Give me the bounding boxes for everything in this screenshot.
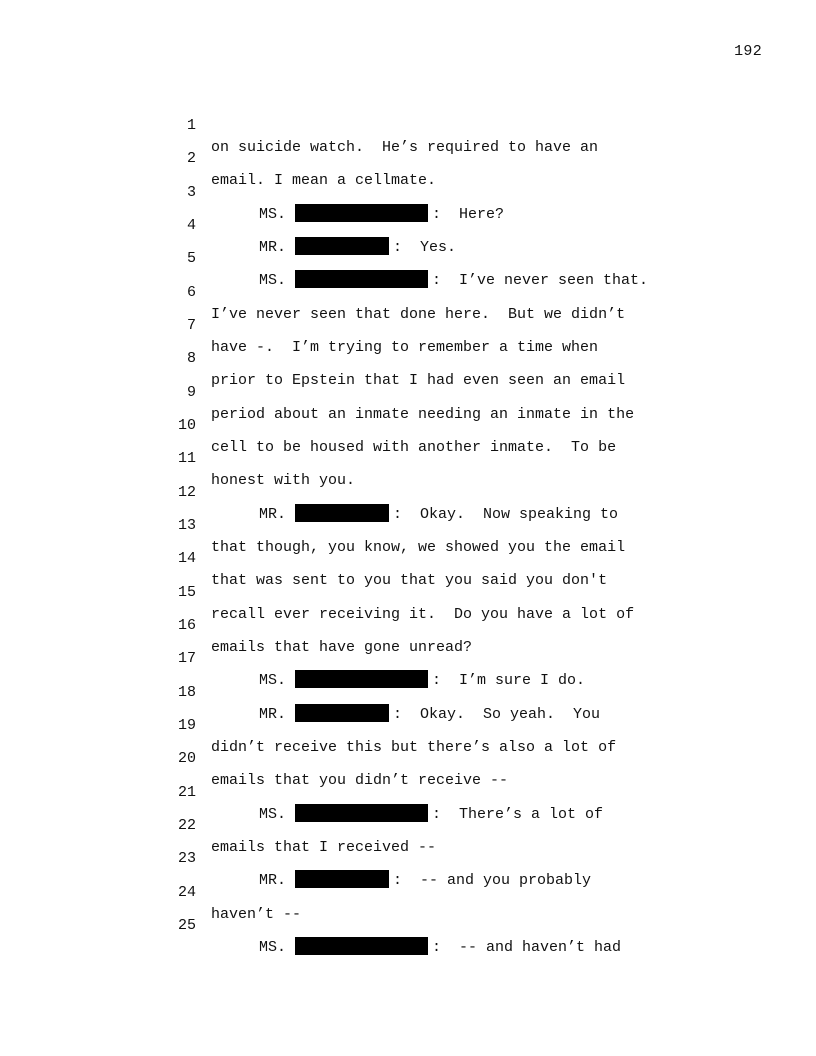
speaker-text: : Yes.: [393, 239, 457, 256]
line-text: cell to be housed with another inmate. To be: [211, 439, 617, 456]
speaker-prefix: MS.: [259, 206, 287, 223]
line-number: 18: [177, 684, 196, 701]
speaker-prefix: MS.: [259, 806, 287, 823]
line-number: 24: [177, 884, 196, 901]
redaction-box: [295, 870, 389, 888]
speaker-text: : Okay. So yeah. You: [393, 706, 601, 723]
redaction-box: [295, 937, 428, 955]
redaction-box: [295, 504, 389, 522]
line-number: 14: [177, 550, 196, 567]
line-text: prior to Epstein that I had even seen an email: [211, 372, 626, 389]
line-number: 8: [186, 350, 196, 367]
line-number: 22: [177, 817, 196, 834]
line-number: 21: [177, 784, 196, 801]
line-number: 19: [177, 717, 196, 734]
line-number: 11: [177, 450, 196, 467]
line-number: 7: [186, 317, 196, 334]
line-number: 4: [186, 217, 196, 234]
line-number: 6: [186, 284, 196, 301]
line-number: 9: [186, 384, 196, 401]
speaker-text: : Okay. Now speaking to: [393, 506, 619, 523]
line-text: email. I mean a cellmate.: [211, 172, 437, 189]
line-number: 1: [186, 117, 196, 134]
line-number: 2: [186, 150, 196, 167]
line-number: 13: [177, 517, 196, 534]
speaker-prefix: MR.: [259, 706, 287, 723]
speaker-prefix: MR.: [259, 239, 287, 256]
speaker-prefix: MS.: [259, 272, 287, 289]
transcript-line: [0, 93, 599, 156]
line-text: didn’t receive this but there’s also a lot of: [211, 739, 617, 756]
line-number: 3: [186, 184, 196, 201]
line-text: on suicide watch. He’s required to have an: [211, 139, 599, 156]
line-number: 20: [177, 750, 196, 767]
page-number: 192: [734, 43, 762, 60]
line-number: 15: [177, 584, 196, 601]
speaker-text: : Here?: [432, 206, 505, 223]
line-text: emails that you didn’t receive --: [211, 772, 509, 789]
line-text: recall ever receiving it. Do you have a lot of: [211, 606, 635, 623]
line-text: period about an inmate needing an inmate in the: [211, 406, 635, 423]
speaker-text: : -- and haven’t had: [432, 939, 622, 956]
transcript-line: [0, 426, 356, 489]
transcript-line: [0, 893, 622, 956]
line-text: that though, you know, we showed you the email: [211, 539, 626, 556]
line-text: that was sent to you that you said you don't: [211, 572, 608, 589]
redaction-box: [295, 204, 428, 222]
redaction-box: [295, 670, 428, 688]
line-number: 25: [177, 917, 196, 934]
speaker-prefix: MS.: [259, 672, 287, 689]
line-number: 5: [186, 250, 196, 267]
line-text: emails that have gone unread?: [211, 639, 473, 656]
line-number: 23: [177, 850, 196, 867]
line-text: emails that I received --: [211, 839, 437, 856]
line-number: 16: [177, 617, 196, 634]
line-text: haven’t --: [211, 906, 302, 923]
line-number: 10: [177, 417, 196, 434]
redaction-box: [295, 270, 428, 288]
line-text: honest with you.: [211, 472, 356, 489]
line-number: 12: [177, 484, 196, 501]
redaction-box: [295, 804, 428, 822]
line-text: have -. I’m trying to remember a time when: [211, 339, 599, 356]
speaker-text: : -- and you probably: [393, 872, 592, 889]
redaction-box: [295, 237, 389, 255]
redaction-box: [295, 704, 389, 722]
speaker-text: : I’ve never seen that.: [432, 272, 649, 289]
line-number: 17: [177, 650, 196, 667]
speaker-prefix: MR.: [259, 506, 287, 523]
speaker-prefix: MR.: [259, 872, 287, 889]
speaker-text: : There’s a lot of: [432, 806, 604, 823]
line-text: I’ve never seen that done here. But we didn’t: [211, 306, 626, 323]
speaker-prefix: MS.: [259, 939, 287, 956]
speaker-text: : I’m sure I do.: [432, 672, 586, 689]
